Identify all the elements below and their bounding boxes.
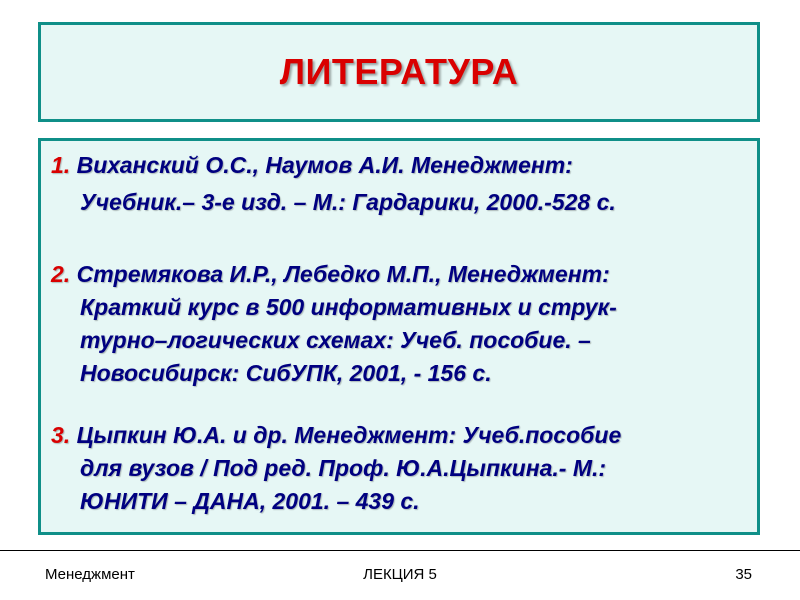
reference-text: Виханский О.С., Наумов А.И. Менеджмент: [70, 152, 573, 178]
reference-text: ЮНИТИ – ДАНА, 2001. – 439 с. [80, 488, 420, 514]
reference-text: Стремякова И.Р., Лебедко М.П., Менеджмент: [70, 261, 610, 287]
reference-line [51, 258, 731, 291]
reference-item-1 [51, 149, 731, 219]
reference-item-2 [51, 258, 731, 390]
reference-text: Новосибирск: СибУПК, 2001, - 156 с. [80, 360, 492, 386]
reference-number: 3. [51, 422, 71, 448]
slide-title: ЛИТЕРАТУРА [279, 51, 519, 92]
footer-lecture-label: ЛЕКЦИЯ 5 [363, 566, 437, 583]
reference-text: Краткий курс в 500 информативных и струк- [80, 294, 617, 320]
reference-number: 2. [51, 261, 71, 287]
footer-page-number: 35 [735, 566, 752, 583]
footer-divider [0, 550, 800, 551]
reference-text: для вузов / Под ред. Проф. Ю.А.Цыпкина.- М.: [80, 455, 607, 481]
reference-line [51, 149, 731, 182]
reference-text: Цыпкин Ю.А. и др. Менеджмент: Учеб.пособие [70, 422, 622, 448]
reference-item-3 [51, 419, 731, 518]
title-box [38, 22, 760, 122]
reference-number: 1. [51, 152, 71, 178]
footer-course-name: Менеджмент [45, 566, 135, 583]
reference-text: турно–логических схемах: Учеб. пособие. – [80, 327, 591, 353]
references-box [38, 138, 760, 535]
reference-text: Учебник.– 3-е изд. – М.: Гардарики, 2000.-528 с. [80, 189, 616, 215]
reference-line [51, 419, 731, 452]
